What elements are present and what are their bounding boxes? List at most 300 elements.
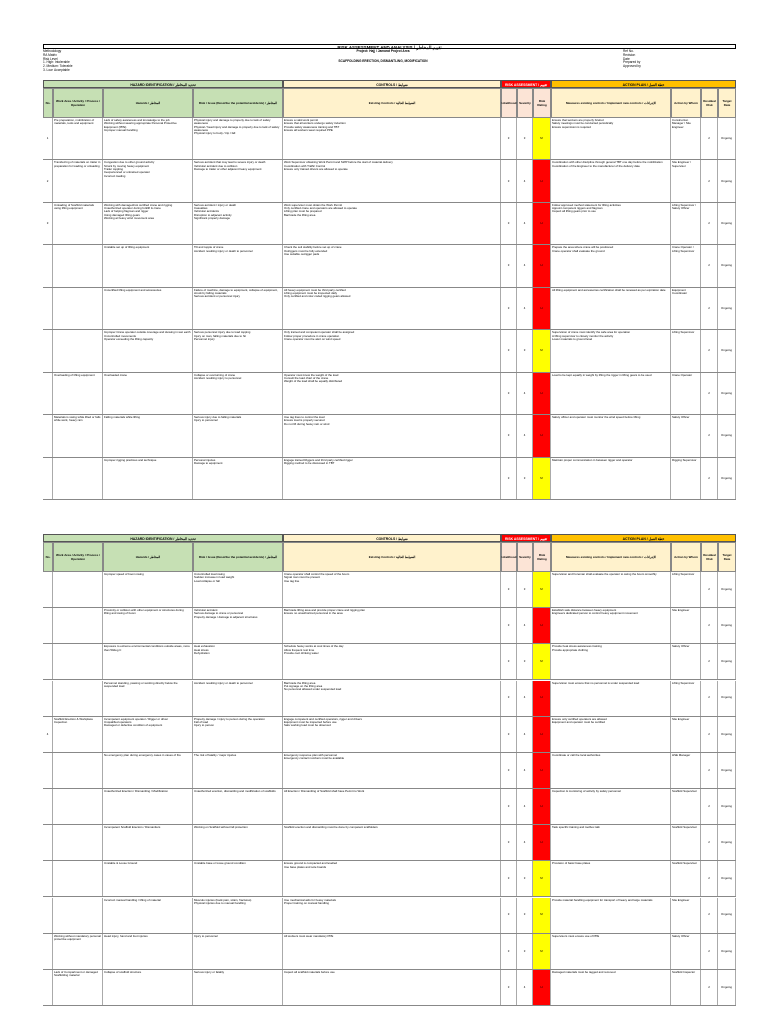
band-risk-assessment: RISK ASSESSMENT / تقييم [501,80,551,88]
cell-l: 3 [501,373,517,414]
cell-add: Establish safe distance between heavy equipment Engineers dedicated person to control heavy equipment movement [551,608,671,643]
cell-risk: Musculo injuries (back pain, strain, fractures) Physical injuries due to manual handling [193,898,283,933]
cell-controls: Schedule heavy works at cool times of the day Allow frequent rest time Provide cool drinking water [283,644,501,679]
meta-line: Risk Level [43,56,58,61]
cell-controls: Only trained and competent operator shall be assigned Follow proper procedure in crane operation Crane operator must be alert on wind speed [283,330,501,371]
cell-hazard: Unauthorized Erection / Dismantling / Modification [103,789,193,824]
col-target: Target Date [718,542,736,572]
cell-r: M [533,898,551,933]
cell-hazard: Head injury, hand and foot injuries [103,934,193,969]
cell-l: 3 [501,458,517,499]
cell-add: All lifting equipment and accessories certification shall be renewed as per expiration date [551,288,671,329]
cell-res: 2 [701,118,718,159]
cell-res: 2 [701,934,718,969]
cell-tgt: Ongoing [718,753,736,788]
cell-tgt: Ongoing [718,373,736,414]
cell-s: 4 [517,717,533,752]
cell-activity [53,572,103,607]
cell-add: Safety officer and operator must monitor the wind speed before lifting [551,415,671,456]
cell-res: 2 [701,898,718,933]
cell-add: Damaged materials must be tagged and removed [551,970,671,1005]
col-likelihood: Likelihood [501,542,517,572]
cell-activity [53,644,103,679]
cell-controls: Work supervisor must obtain the Work Permit Only certified crane and operators are allowed to operate Lifting plan must be prepared Barricade the lifting area [283,203,501,244]
cell-r: H [533,608,551,643]
cell-r: H [533,753,551,788]
cell-controls: All workers must wear mandatory PPE [283,934,501,969]
cell-res: 2 [701,203,718,244]
cell-who: Lifting Supervisor / Safety Officer [671,203,701,244]
cell-activity [53,608,103,643]
cell-hazard: Unstable set up of lifting equipment [103,245,193,286]
cell-who: Safety Officer [671,415,701,456]
cell-tgt: Ongoing [718,572,736,607]
cell-tgt: Ongoing [718,288,736,329]
table-row [43,825,736,861]
cell-risk: The risk of fatality / major injuries [193,753,283,788]
cell-r: H [533,373,551,414]
col-activity: Work Area / Activity / Process / Operation [53,88,103,118]
cell-activity: Unloading of Scaffold materials using lifting equipment [53,203,103,244]
cell-risk: Tilt and topple of crane Accident resulting injury or death to personnel [193,245,283,286]
cell-l: 3 [501,717,517,752]
cell-l: 3 [501,203,517,244]
cell-r: M [533,861,551,896]
col-risk: Risk / Issue (Describe the potential accidents) / المخاطر [193,88,283,118]
col-residual: Residual Risk [701,542,718,572]
cell-who: Lifting Supervisor [671,330,701,371]
cell-hazard: Uncertified lifting equipment and accessories [103,288,193,329]
table-row [43,934,736,970]
meta-line: Ref No. [623,49,634,53]
col-risk-rating: Risk Rating [533,88,551,118]
cell-hazard: Overloaded crane [103,373,193,414]
cell-controls: Ensure ground is compacted and levelled Use base plates and sole boards [283,861,501,896]
col-existing-controls: Existing Controls / الضوابط الحالية [283,88,501,118]
col-risk-rating: Risk Rating [533,542,551,572]
cell-hazard: Improper Crane operator outside coverage and slewing in wet earth Uncontrolled movements Operator exceeding the lifting capacity [103,330,193,371]
cell-add: Provision of basic base plates [551,861,671,896]
cell-res: 2 [701,415,718,456]
cell-tgt: Ongoing [718,330,736,371]
cell-add: Supervision must ensure that no personnel is under suspended load [551,681,671,716]
cell-activity: Overloading of lifting equipment [53,373,103,414]
cell-no [43,572,53,607]
cell-r: M [533,572,551,607]
cell-who: Crane Operator / Lifting Supervisor [671,245,701,286]
band-controls: CONTROLS / ضوابط [283,534,501,542]
cell-l: 3 [501,825,517,860]
band-hazard-identification: HAZARD IDENTIFICATION / تحديد المخاطر [43,534,283,542]
cell-risk: Serious injury due to falling materials Injury to personnel [193,415,283,456]
cell-hazard: Exposure to extreme environmental conditions outside areas, more than 50deg C [103,644,193,679]
cell-who: Scaffold Inspector [671,970,701,1005]
band-action-plan: ACTION PLAN / خطة العمل [551,534,736,542]
cell-who: Lifting Supervisor [671,681,701,716]
meta-line: Methodology [43,49,62,53]
cell-activity [53,681,103,716]
col-hazard: Hazards / المخاطر [103,542,193,572]
cell-tgt: Ongoing [718,415,736,456]
cell-tgt: Ongoing [718,898,736,933]
cell-risk: Accident resulting injury or death to personnel [193,681,283,716]
cell-controls: Scaffold erection and dismantling must be done by competent scaffolders [283,825,501,860]
risk-sheet-2 [43,534,736,1006]
cell-r: M [533,934,551,969]
cell-hazard: Collapse of scaffold structure [103,970,193,1005]
meta-line: Approved by [623,64,641,69]
col-additional-controls: Measures existing controls / Implement new controls / الإجراءات [551,542,671,572]
cell-controls: Work Supervisor obtaining Work Permit and SWP before the start of material delivery Coordination with Traffic Control Ensure only trained drivers are allowed to operate [283,160,501,201]
cell-r: H [533,160,551,201]
cell-res: 2 [701,373,718,414]
cell-add: Load to be kept equally in weight by lifting the rigger in lifting gears to be used [551,373,671,414]
cell-s: 4 [517,825,533,860]
band-risk-assessment: RISK ASSESSMENT / تقييم [501,534,551,542]
cell-tgt: Ongoing [718,160,736,201]
table-row [43,898,736,934]
cell-risk: Failure of machine, damage to equipment, collapse of equipment, struck by falling materials Serious accident or personnel injury [193,288,283,329]
cell-l: 3 [501,415,517,456]
cell-hazard: Unstable & Loose Ground [103,861,193,896]
cell-res: 2 [701,753,718,788]
cell-activity: Scaffold Erection & Workplace Inspection [53,717,103,752]
cell-risk: Serious personnel injury due to load topping Injury on man, falling materials due to hit Personnel injury [193,330,283,371]
table-row [43,458,736,500]
cell-s: 4 [517,608,533,643]
column-headers [43,542,736,572]
cell-controls: Ensure a valid work permit Ensure that all workers undergo safety induction Provide safety awareness training and TBT Ensure all workers wear required PPE [283,118,501,159]
risk-table-body [43,118,736,500]
cell-who: Crane Operator [671,373,701,414]
cell-no [43,330,53,371]
cell-who: HSE Manager [671,753,701,788]
risk-sheet-1 [43,44,736,500]
cell-no [43,415,53,456]
cell-controls: Barricade the lifting area Put signage on the lifting area No personnel allowed under suspended load [283,681,501,716]
cell-hazard: Incorrect manual handling / lifting of material [103,898,193,933]
band-action-plan: ACTION PLAN / خطة العمل [551,80,736,88]
col-likelihood: Likelihood [501,88,517,118]
cell-r: H [533,681,551,716]
cell-add: Maintain proper communication in between rigger and operator [551,458,671,499]
cell-add: Coordinate or call the local authorities [551,753,671,788]
cell-s: 4 [517,160,533,201]
cell-who: Rigging Supervisor [671,458,701,499]
cell-tgt: Ongoing [718,608,736,643]
cell-hazard: Proximity or collision with other equipment or structures during lifting and swing of boom [103,608,193,643]
cell-risk: Serious accident that may lead to severe injury or death Vehicular accident due to collision Damage to trailer or other adjacent heavy equipment [193,160,283,201]
cell-l: 3 [501,753,517,788]
table-row [43,118,736,160]
cell-no [43,825,53,860]
cell-l: 3 [501,644,517,679]
cell-activity: Transferring of materials on trailer in preparation for loading or unloading [53,160,103,201]
table-row [43,330,736,372]
cell-no [43,861,53,896]
cell-controls: Check the soil stability before set up of crane Outriggers must be fully extended Use suitable outrigger pads [283,245,501,286]
cell-no: 2 [43,160,53,201]
left-meta [43,50,163,73]
table-row [43,160,736,202]
cell-l: 3 [501,681,517,716]
cell-risk: Collapse or overturning of crane Accident resulting injury to personnel [193,373,283,414]
cell-hazard: Personnel standing, passing or working directly below the suspended load [103,681,193,716]
cell-add: Coordination with other discipline through general TBT one day before the mobilization Coordination of the Engineer to the manufacturer of the delivery date [551,160,671,201]
cell-add: Ensure that workers are properly briefed Safety meetings must be conducted periodically Ensure supervision is required [551,118,671,159]
cell-controls: Use mechanical aids for heavy materials Proper training on manual handling [283,898,501,933]
meta-line: Prepared by [623,60,641,65]
cell-who: Equipment Coordinator [671,288,701,329]
cell-s: 4 [517,245,533,286]
cell-hazard: Incompetent equipment operator / Rigger or driver Unqualified operators Damaged or defective condition of equipment [103,717,193,752]
cell-res: 2 [701,288,718,329]
table-row [43,608,736,644]
cell-who: Safety Officer [671,934,701,969]
cell-l: 3 [501,118,517,159]
cell-res: 2 [701,861,718,896]
cell-l: 3 [501,970,517,1005]
col-target: Target Date [718,88,736,118]
cell-s: 4 [517,970,533,1005]
cell-risk: Serious injury or fatality [193,970,283,1005]
cell-hazard: No emergency plan during emergency cases in cases of fire [103,753,193,788]
cell-res: 2 [701,970,718,1005]
cell-risk: Working on Scaffold without fall protection [193,825,283,860]
cell-activity: Pre preparation, mobilization of materials, tools and equipment [53,118,103,159]
cell-add: Follow approved method statement for lifting activities Appoint competent riggers and flagman Inspect all lifting gears prior to use [551,203,671,244]
cell-l: 3 [501,934,517,969]
cell-r: H [533,789,551,824]
cell-hazard: Improper speed of boom swing [103,572,193,607]
cell-tgt: Ongoing [718,245,736,286]
cell-controls: All heavy equipment must be third party certified Lifting equipment must be inspected daily Only certified and color coded rigging gears allowed [283,288,501,329]
cell-activity [53,861,103,896]
cell-tgt: Ongoing [718,861,736,896]
cell-hazard: Incompetent Scaffold Erectors / Dismantlers [103,825,193,860]
cell-tgt: Ongoing [718,970,736,1005]
cell-tgt: Ongoing [718,934,736,969]
cell-tgt: Ongoing [718,825,736,860]
cell-l: 3 [501,898,517,933]
cell-activity [53,789,103,824]
risk-table-body [43,572,736,1006]
cell-res: 2 [701,789,718,824]
cell-l: 3 [501,245,517,286]
cell-risk: Heat exhaustion Heat stress Dehydration [193,644,283,679]
document-title: RISK ASSESSMENT AND ANALYSIS / تقييم المخاطر [43,44,736,49]
meta-line: 3. Low: Acceptable [43,67,70,72]
cell-who: Site Engineer [671,898,701,933]
col-existing-controls: Existing Controls / الضوابط الحالية [283,542,501,572]
cell-who: Scaffold Supervisor [671,789,701,824]
cell-l: 3 [501,572,517,607]
cell-tgt: Ongoing [718,789,736,824]
cell-controls: Barricade lifting area and provide proper crane and rigging plan Ensure no unauthorized personnel in the area [283,608,501,643]
cell-l: 3 [501,330,517,371]
table-row [43,717,736,753]
cell-res: 2 [701,681,718,716]
cell-s: 4 [517,203,533,244]
project-line: Project: Hajj / Jamarat Project Area [356,49,410,53]
cell-s: 3 [517,330,533,371]
cell-r: H [533,245,551,286]
cell-s: 3 [517,458,533,499]
table-row [43,415,736,457]
cell-controls: Engage competent and certified operators, rigger and drivers Equipment must be inspected before use Safe working load must be observed [283,717,501,752]
cell-risk: Physical injury and damage to property due to lack of safety awareness Physical / head injury and damage to property due to lack of safety awareness Physical injury to body / trip / fall [193,118,283,159]
cell-no [43,245,53,286]
cell-no [43,970,53,1005]
cell-no [43,288,53,329]
cell-res: 2 [701,572,718,607]
cell-add: Inspection & monitoring of activity by safety personnel [551,789,671,824]
cell-r: H [533,717,551,752]
meta-line: 2. Medium: Tolerable [43,64,73,69]
cell-activity: Lack of Compartment or damaged Scaffolding material [53,970,103,1005]
table-row [43,245,736,287]
col-responsible: Action by Whom [671,542,701,572]
cell-no [43,753,53,788]
cell-res: 2 [701,160,718,201]
cell-risk: Property damage / injury to person during the operation Fall of load Injury to person [193,717,283,752]
cell-s: 3 [517,572,533,607]
meta-line: Revision [623,52,636,57]
table-row [43,753,736,789]
cell-activity [53,753,103,788]
cell-add: Supervision and Foreman shall evaluate the operator to swing the boom smoothly [551,572,671,607]
cell-res: 2 [701,608,718,643]
cell-tgt: Ongoing [718,458,736,499]
table-row [43,789,736,825]
cell-tgt: Ongoing [718,681,736,716]
cell-s: 4 [517,373,533,414]
col-additional-controls: Measures existing controls / Implement new controls / الإجراءات [551,88,671,118]
cell-add: Task specific training and toolbox talk [551,825,671,860]
cell-r: M [533,458,551,499]
table-row [43,203,736,245]
table-row [43,373,736,415]
cell-s: 4 [517,789,533,824]
band-hazard-identification: HAZARD IDENTIFICATION / تحديد المخاطر [43,80,283,88]
cell-r: H [533,825,551,860]
cell-no: 1 [43,118,53,159]
table-row [43,644,736,680]
cell-add: Provide heat stress awareness training Provide appropriate clothing [551,644,671,679]
cell-r: H [533,415,551,456]
cell-no [43,644,53,679]
col-hazard: Hazards / المخاطر [103,88,193,118]
table-row [43,970,736,1006]
table-row [43,572,736,608]
cell-add: Supervision of crane must identify the safe area for operation A lifting supervisor to closely monitor the activity Lower materials to ground level [551,330,671,371]
cell-who: Scaffold Supervisor [671,861,701,896]
cell-controls: All Erection / Dismantling of Scaffold shall have Permit to Work [283,789,501,824]
cell-activity [53,825,103,860]
cell-activity [53,898,103,933]
cell-add: Ensure only certified operators are allowed Equipment and operator must be certified [551,717,671,752]
cell-no [43,789,53,824]
cell-controls: Inspect all scaffold materials before use [283,970,501,1005]
cell-add: Supervisors must ensure use of PPE [551,934,671,969]
cell-r: M [533,118,551,159]
col-activity: Work Area / Activity / Process / Operation [53,542,103,572]
cell-no: 3 [43,203,53,244]
cell-l: 3 [501,288,517,329]
cell-activity: Materials is swing while lifted or falls while work, heavy rain [53,415,103,456]
meta-line: 1. High: Intolerable [43,60,70,65]
cell-l: 3 [501,861,517,896]
cell-no [43,608,53,643]
cell-res: 2 [701,330,718,371]
cell-res: 2 [701,458,718,499]
cell-hazard: Improper rigging practices and technique [103,458,193,499]
band-controls: CONTROLS / ضوابط [283,80,501,88]
cell-tgt: Ongoing [718,644,736,679]
col-no: No. [43,88,53,118]
cell-tgt: Ongoing [718,118,736,159]
cell-no: 4 [43,717,53,752]
cell-no [43,681,53,716]
cell-res: 2 [701,644,718,679]
cell-risk: Uncontrolled load swing Sudden increase in load weight Load collapse or fall [193,572,283,607]
col-responsible: Action by Whom [671,88,701,118]
cell-controls: Emergency response plan with personnel Emergency contact numbers must be available [283,753,501,788]
cell-activity [53,288,103,329]
cell-who: Lifting Supervisor [671,572,701,607]
cell-risk: Serious accident / injury or death Casualties Vehicular accidents Disruption to adjacent activity Significant property damage [193,203,283,244]
cell-s: 3 [517,898,533,933]
cell-res: 2 [701,825,718,860]
cell-r: H [533,970,551,1005]
cell-activity [53,330,103,371]
cell-who: Safety Officer [671,644,701,679]
cell-controls: Engage trained Riggers and third party certified rigger Rigging method to be discussed in TBT [283,458,501,499]
cell-r: M [533,330,551,371]
cell-l: 3 [501,789,517,824]
cell-risk: Unstable base or loose ground condition [193,861,283,896]
cell-who: Scaffold Supervisor [671,825,701,860]
cell-res: 2 [701,717,718,752]
meta-line: Date [623,56,630,61]
col-residual: Residual Risk [701,88,718,118]
cell-l: 3 [501,160,517,201]
cell-no [43,373,53,414]
cell-s: 4 [517,753,533,788]
cell-s: 3 [517,118,533,159]
cell-who: Construction Manager / Site Engineer [671,118,701,159]
table-row [43,288,736,330]
cell-s: 3 [517,644,533,679]
cell-hazard: Congestion due to other ground activity Struck by moving heavy equipment Trailer toppling Inexperienced or untrained operator Incorrect loading [103,160,193,201]
col-risk: Risk / Issue (Describe the potential accidents) / المخاطر [193,542,283,572]
cell-who: Site Engineer / Supervisor [671,160,701,201]
cell-hazard: Working with damaged/not certified crane and rigging Unauthorized operator during forklift & crane Lack of helping flagman and rigger Using damaged lifting gears Working at heavy wind movement area [103,203,193,244]
cell-risk: Injury to personnel [193,934,283,969]
cell-activity: Working without mandatory personal protective equipment [53,934,103,969]
cell-r: H [533,203,551,244]
col-severity: Severity [517,542,533,572]
cell-s: 4 [517,415,533,456]
cell-controls: Use tag lines to control the load Ensure load is properly secured Do not lift during heavy rain or wind [283,415,501,456]
cell-activity [53,245,103,286]
cell-no [43,934,53,969]
cell-no [43,898,53,933]
cell-controls: Crane operator shall control the speed of the boom Signal man must be present Use tag line [283,572,501,607]
table-row [43,861,736,897]
cell-s: 4 [517,288,533,329]
cell-res: 2 [701,245,718,286]
